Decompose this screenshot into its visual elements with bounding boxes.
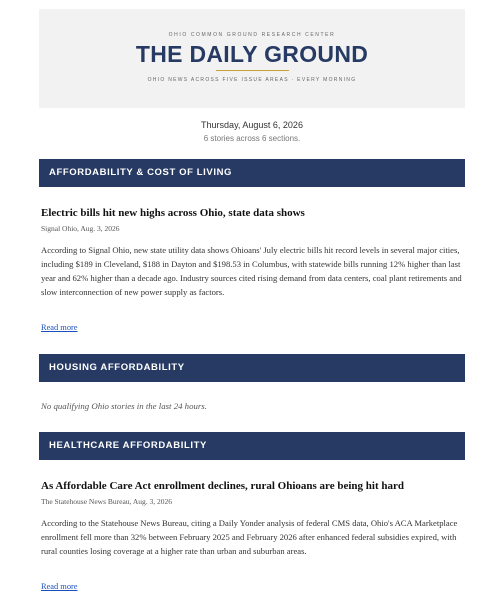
story-body: According to Signal Ohio, new state utility data shows Ohioans' July electric bills hit record levels in several major cities, including $189 in Cleveland, $188 in Dayton and $198.53 in Columbus, with statewide bills running 12% higher than last year and 62% higher than a decade ago. Industry sources cited rising demand from data centers, coal plant retirements and slow interconnection of new power supply as factors. (41, 245, 462, 297)
story-title[interactable]: Electric bills hit new highs across Ohio, state data shows (41, 207, 305, 219)
masthead-tagline: OHIO NEWS ACROSS FIVE ISSUE AREAS · EVERY MORNING (147, 77, 357, 83)
masthead (39, 9, 465, 108)
empty-section-note: No qualifying Ohio stories in the last 24 hours. (41, 401, 207, 411)
story-source: The Statehouse News Bureau, Aug. 3, 2026 (41, 497, 173, 506)
masthead-divider (216, 70, 289, 71)
masthead-title: THE DAILY GROUND (135, 41, 369, 67)
issue-date: Thursday, August 6, 2026 (201, 120, 303, 130)
read-more-link[interactable]: Read more (41, 582, 78, 591)
story-title[interactable]: As Affordable Care Act enrollment declines, rural Ohioans are being hit hard (41, 480, 404, 492)
section-header-housing: HOUSING AFFORDABILITY (39, 354, 465, 382)
story-body: According to the Statehouse News Bureau, citing a Daily Yonder analysis of federal CMS data, Ohio's ACA Marketplace enrollment fell more than 32% between February 2025 and February 2026 after enhanced federal subsidies expired, with rural counties losing coverage at a higher rate than urban and suburban areas. (41, 518, 458, 556)
section-header-healthcare: HEALTHCARE AFFORDABILITY (39, 432, 465, 460)
masthead-org: OHIO COMMON GROUND RESEARCH CENTER (168, 32, 336, 38)
story-source: Signal Ohio, Aug. 3, 2026 (41, 224, 120, 233)
story-count: 6 stories across 6 sections. (203, 134, 301, 143)
read-more-link[interactable]: Read more (41, 323, 78, 332)
newsletter (39, 9, 465, 591)
section-header-affordability: AFFORDABILITY & COST OF LIVING (39, 159, 465, 187)
